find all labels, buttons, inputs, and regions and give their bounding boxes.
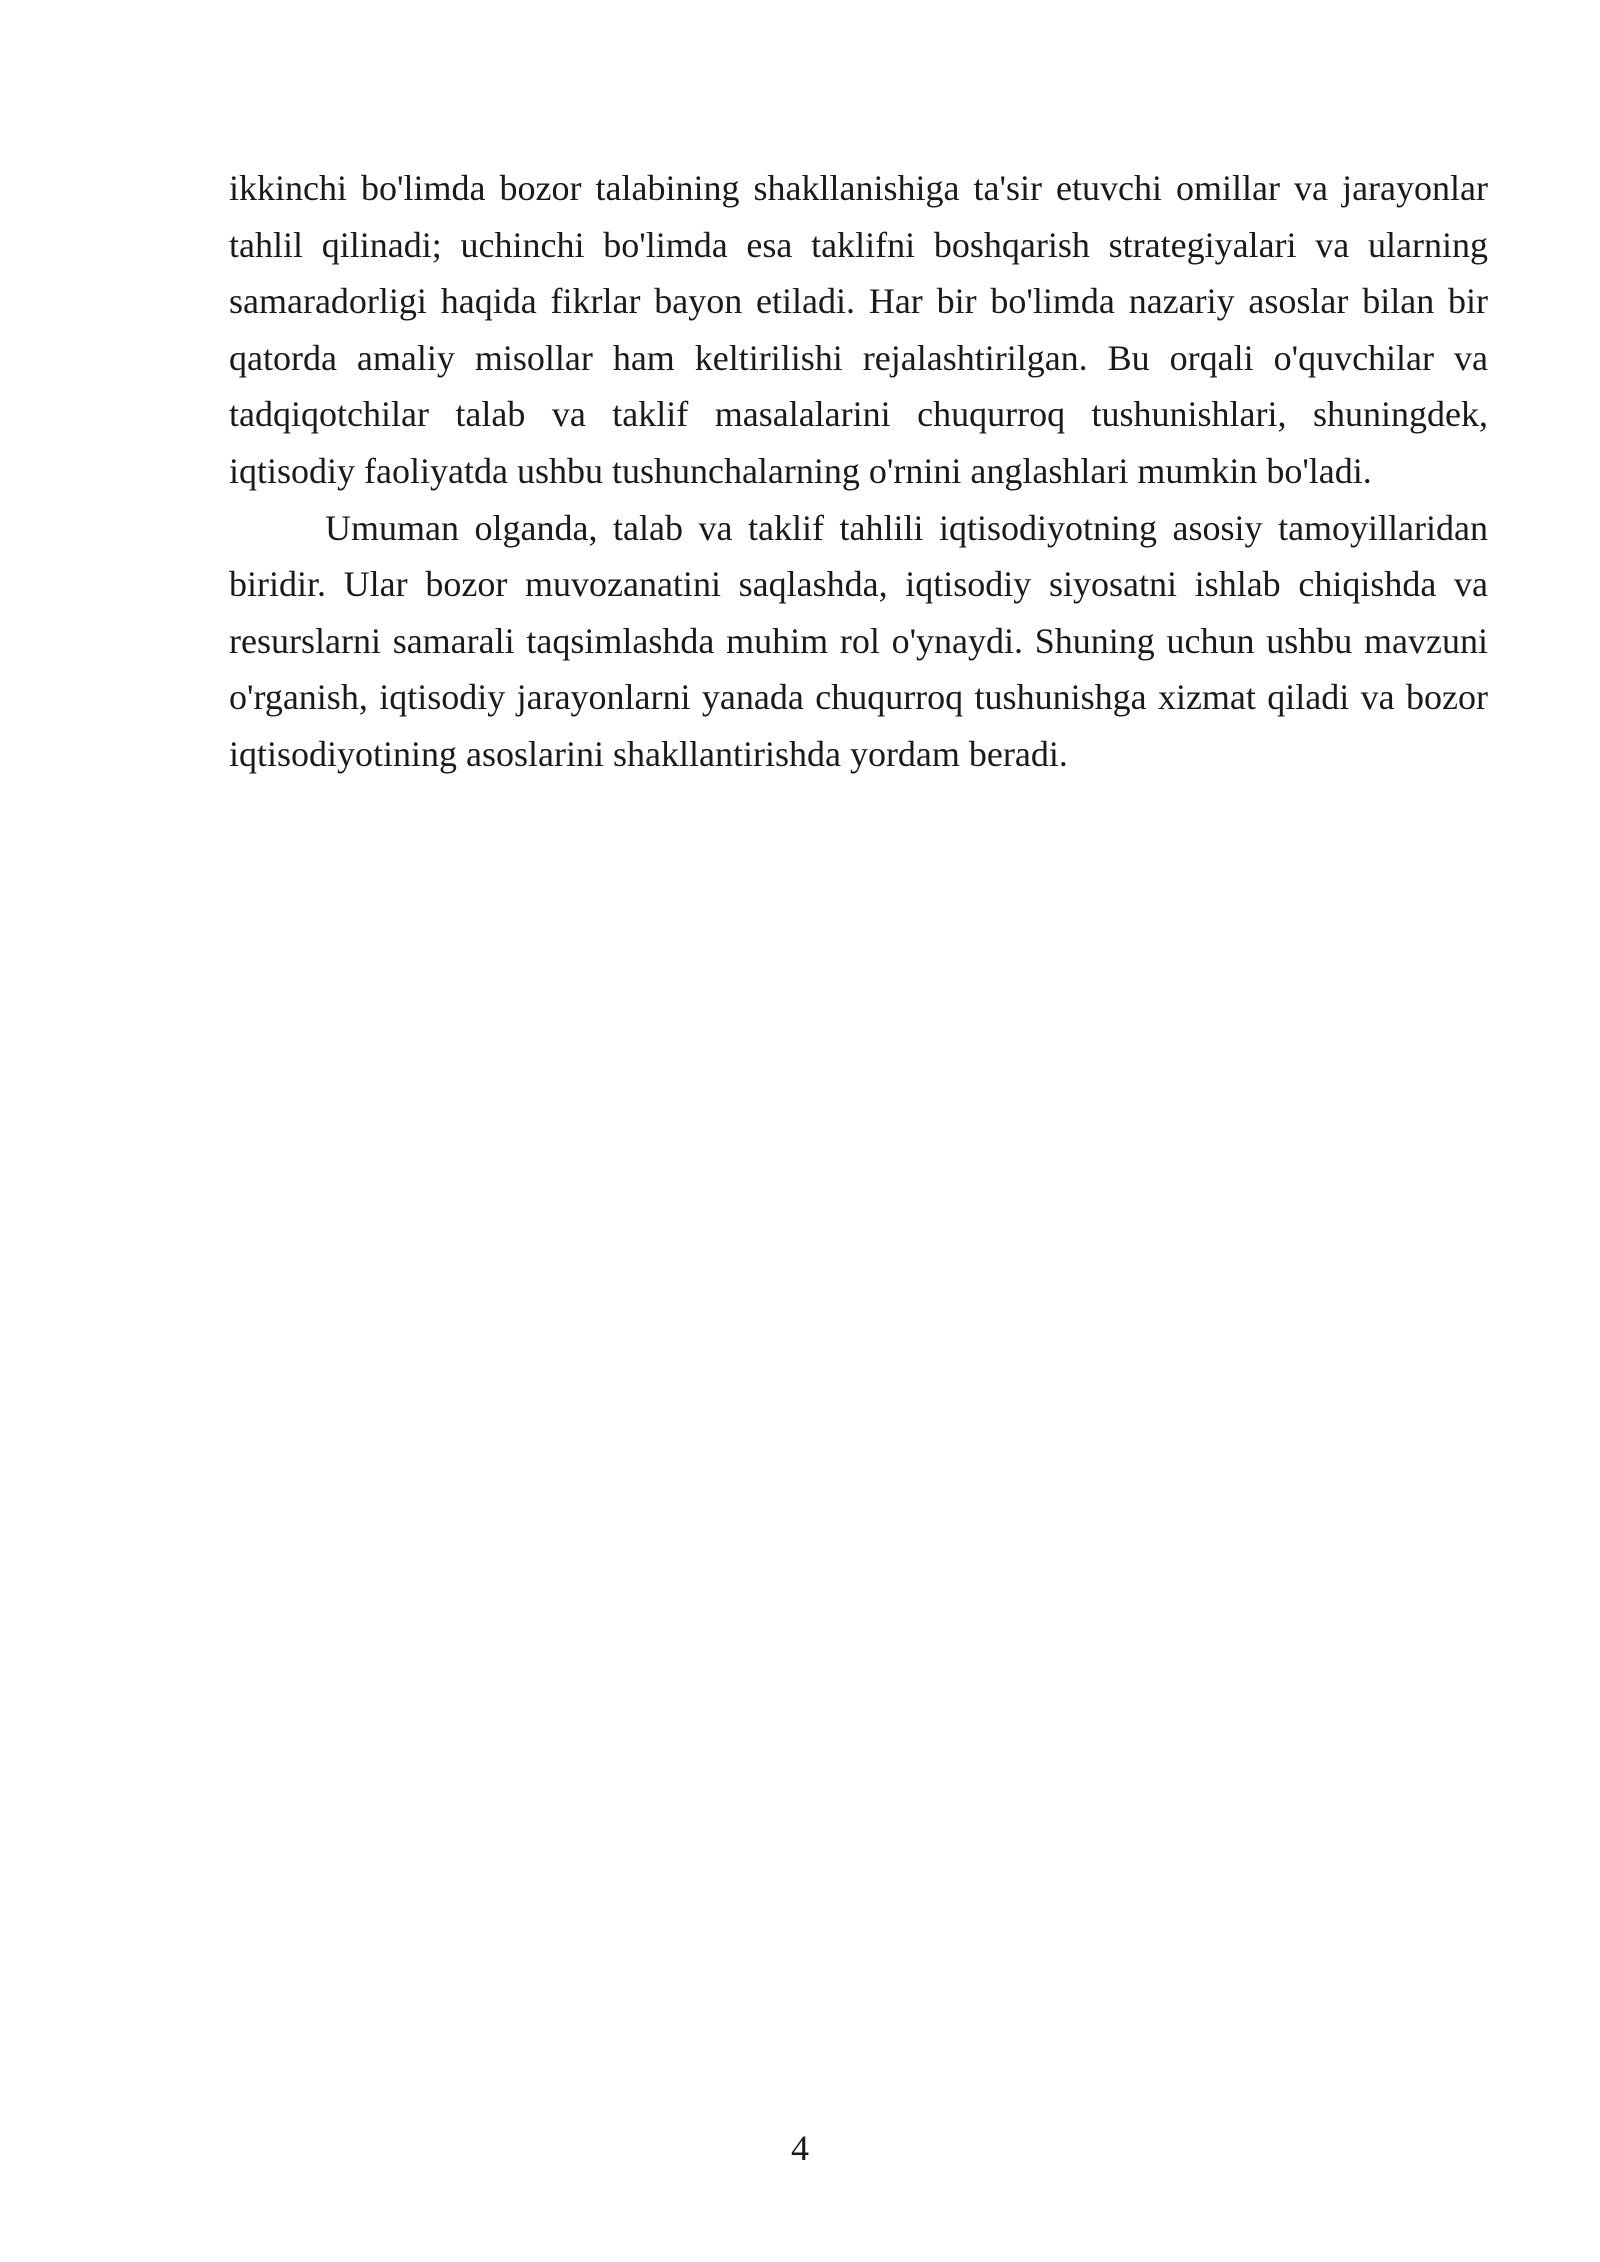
body-text bbox=[229, 160, 1488, 783]
page-number: 4 bbox=[791, 2128, 809, 2168]
paragraph-continuation: ikkinchi bo'limda bozor talabining shakllanishiga ta'sir etuvchi omillar va jarayonlar tahlil qilinadi; uchinchi bo'limda esa taklifni boshqarish strategiyalari va ularning samaradorligi haqida fikrlar bayon etiladi. Har bir bo'limda nazariy asoslar bilan bir qatorda amaliy misollar ham keltirilishi rejalashtirilgan. Bu orqali o'quvchilar va tadqiqotchilar talab va taklif masalalarini chuqurroq tushunishlari, shuningdek, iqtisodiy faoliyatda ushbu tushunchalarning o'rnini anglashlari mumkin bo'ladi. bbox=[229, 168, 1488, 491]
paragraph-conclusion: Umuman olganda, talab va taklif tahlili iqtisodiyotning asosiy tamoyillaridan biridir. Ular bozor muvozanatini saqlashda, iqtisodiy siyosatni ishlab chiqishda va resurslarni samarali taqsimlashda muhim rol o'ynaydi. Shuning uchun ushbu mavzuni o'rganish, iqtisodiy jarayonlarni yanada chuqurroq tushunishga xizmat qiladi va bozor iqtisodiyotining asoslarini shakllantirishda yordam beradi. bbox=[229, 507, 1488, 774]
